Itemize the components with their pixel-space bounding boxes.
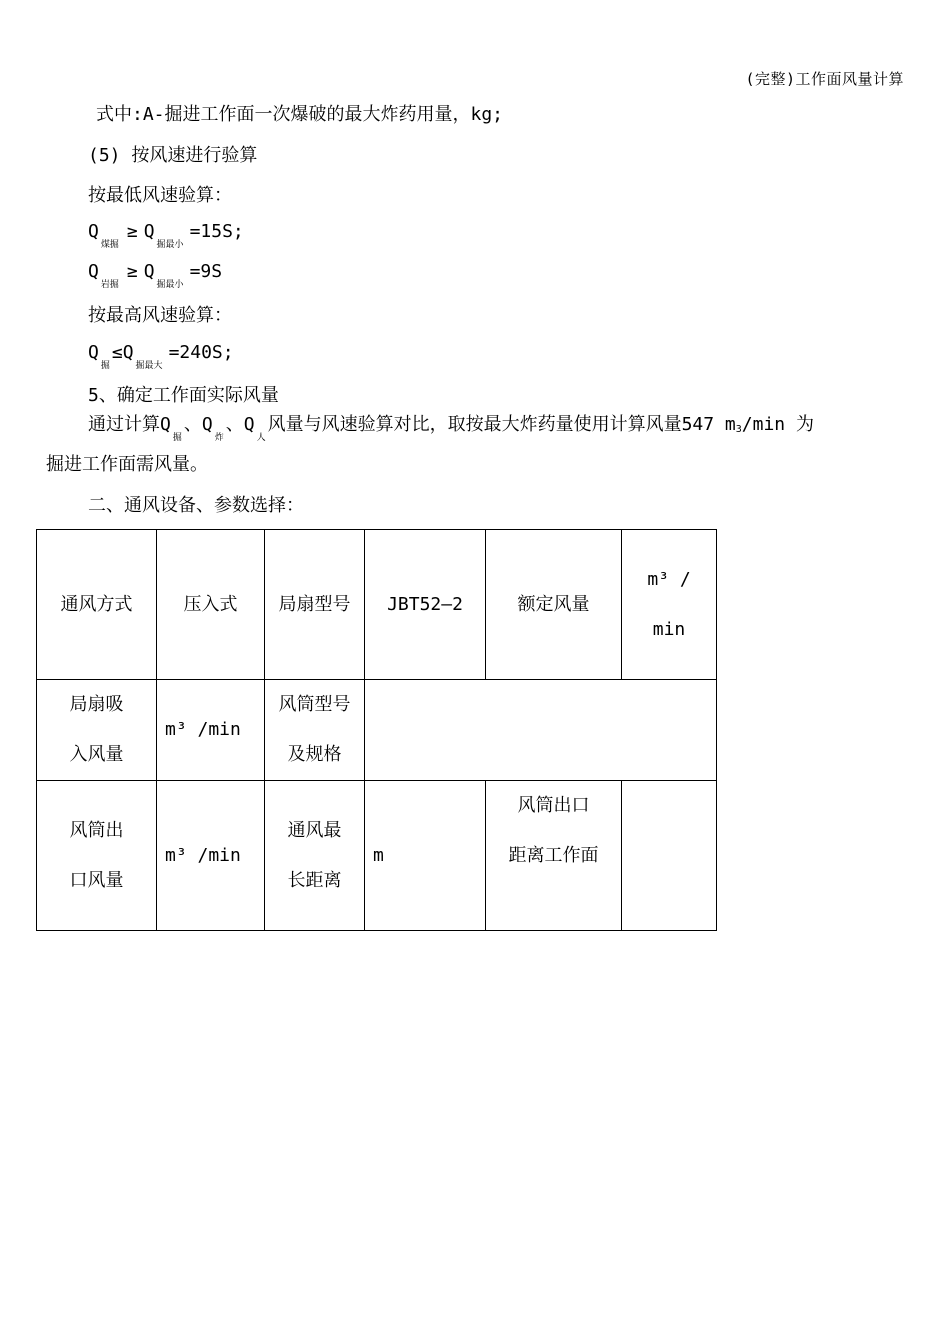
table-row [37, 530, 717, 680]
table-cell: 额定风量 [486, 530, 622, 680]
table-cell: m³ /min [157, 680, 265, 781]
table-cell: 风筒型号 及规格 [265, 680, 365, 781]
table-cell: 压入式 [157, 530, 265, 680]
table-row [37, 680, 717, 781]
ventilation-equipment-table [36, 529, 717, 931]
equation-2: Q岩掘≥ Q掘最小=9S [88, 261, 223, 290]
table-cell: m³ / min [622, 530, 717, 680]
equation-3: Q掘≤Q掘最大=240S; [88, 342, 234, 371]
section-2-heading: 二、通风设备、参数选择： [88, 495, 304, 516]
min-speed-title: 按最低风速验算： [88, 185, 232, 206]
table-cell: m³ /min [157, 781, 265, 931]
calc-sentence: 通过计算Q掘、Q炸、Q人风量与风速验算对比，取按最大炸药量使用计算风量547 m3/min 为 [88, 414, 814, 443]
page-header: (完整)工作面风量计算 [745, 70, 904, 88]
table-cell: 风筒出 口风量 [37, 781, 157, 931]
table-cell [365, 680, 717, 781]
section-5-heading: (5) 按风速进行验算 [88, 145, 258, 166]
max-speed-title: 按最高风速验算： [88, 305, 232, 326]
table-cell: JBT52—2 [365, 530, 486, 680]
calc-sentence-cont: 掘进工作面需风量。 [46, 454, 208, 475]
formula-note: 式中:A-掘进工作面一次爆破的最大炸药用量，kg; [96, 104, 504, 125]
table-cell: 风筒出口 距离工作面 [486, 781, 622, 931]
table-cell: m [365, 781, 486, 931]
table-cell: 通风最 长距离 [265, 781, 365, 931]
table-cell: 局扇型号 [265, 530, 365, 680]
table-cell: 通风方式 [37, 530, 157, 680]
table-row [37, 781, 717, 931]
table-cell [622, 781, 717, 931]
step-5-heading: 5、确定工作面实际风量 [88, 385, 279, 406]
equation-1: Q煤掘≥ Q掘最小=15S; [88, 221, 244, 250]
table-cell: 局扇吸 入风量 [37, 680, 157, 781]
